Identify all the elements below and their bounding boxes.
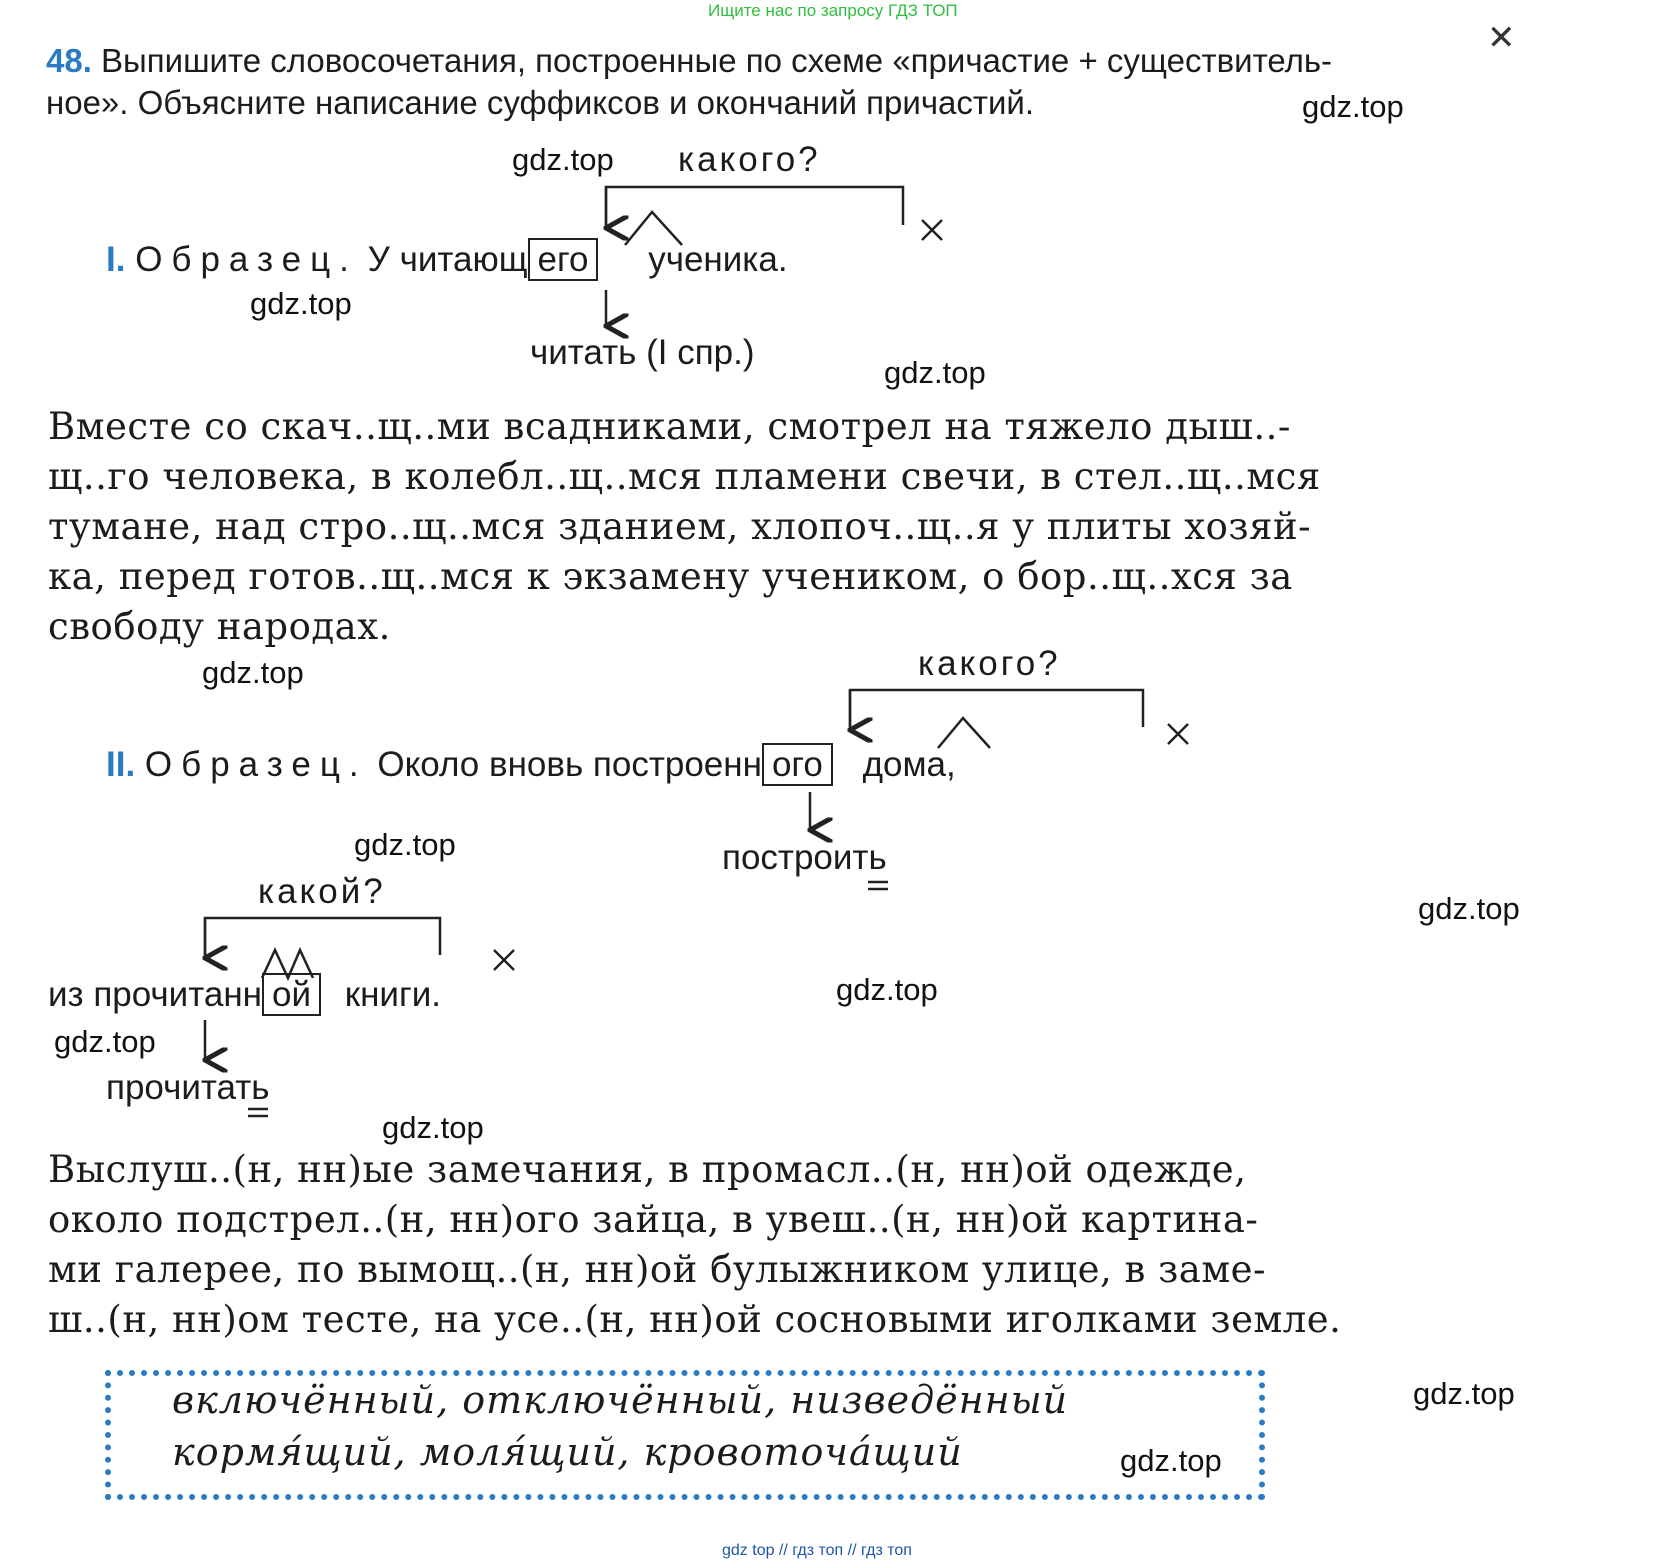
watermark: gdz.top xyxy=(54,1024,156,1059)
note-line-1: включённый, отключённый, низведённый xyxy=(172,1378,1069,1422)
sample3-suffix-caret xyxy=(262,950,313,978)
exercise-number: 48. xyxy=(46,42,92,79)
note-line-2: кормя́щий, моля́щий, кровоточа́щий xyxy=(172,1430,963,1474)
sample3-ending: ой xyxy=(262,973,321,1016)
sample2-before: Около вновь построенн xyxy=(377,745,762,784)
task-line-1: Выпишите словосочетания, построенные по схеме «причастие + существитель- xyxy=(101,42,1333,79)
watermark: gdz.top xyxy=(1120,1443,1222,1478)
sample2-bracket xyxy=(850,690,1143,727)
watermark: gdz.top xyxy=(836,972,938,1007)
task-line-2: ное». Объясните написание суффиксов и окончаний причастий. xyxy=(46,84,1035,121)
sample3-infinitive: прочитать xyxy=(106,1068,270,1107)
text2-line: около подстрел..(н, нн)ого зайца, в увеш..(н, нн)ой картина- xyxy=(48,1198,1259,1241)
sample1-roman: I. xyxy=(106,240,126,279)
sample2-ending: ого xyxy=(762,743,833,786)
watermark: gdz.top xyxy=(354,827,456,862)
watermark: gdz.top xyxy=(382,1110,484,1145)
text2-line: Выслуш..(н, нн)ые замечания, в промасл..(н, нн)ой одежде, xyxy=(48,1148,1247,1191)
sample1-noun: ученика. xyxy=(648,240,788,279)
footer-watermark: gdz top // гдз топ // гдз топ xyxy=(722,1542,912,1559)
sample2-noun: дома, xyxy=(862,745,956,784)
top-banner: Ищите нас по запросу ГДЗ ТОП xyxy=(708,1,958,20)
sample2-roman: II. xyxy=(106,745,136,784)
sample3-noun: книги. xyxy=(344,975,441,1014)
watermark: gdz.top xyxy=(1418,891,1520,926)
sample1-question: какого? xyxy=(678,140,821,179)
sample1-bracket xyxy=(606,187,903,225)
sample2-cross xyxy=(1168,724,1188,744)
sample1-before: У читающ xyxy=(367,240,528,279)
sample3-cross xyxy=(494,950,514,970)
watermark: gdz.top xyxy=(250,286,352,321)
sample2-question: какого? xyxy=(918,644,1061,683)
sample3-bracket xyxy=(205,918,440,955)
watermark: gdz.top xyxy=(202,655,304,690)
text2-line: ш..(н, нн)ом тесте, на усе..(н, нн)ой сосновыми иголками земле. xyxy=(48,1298,1342,1341)
watermark: gdz.top xyxy=(884,355,986,390)
close-icon[interactable]: ✕ xyxy=(1487,19,1516,57)
sample1-label: Образец. xyxy=(135,240,358,279)
text1-line: тумане, над стро..щ..мся зданием, хлопоч..щ..я у плиты хозяй- xyxy=(48,505,1312,548)
text1-line: Вместе со скач..щ..ми всадниками, смотрел на тяжело дыш..- xyxy=(48,405,1291,448)
watermark: gdz.top xyxy=(1413,1376,1515,1411)
sample3-question: какой? xyxy=(258,872,386,911)
sample2-suffix-caret xyxy=(938,718,990,748)
sample3-before: из прочитанн xyxy=(48,975,262,1014)
text1-line: свободу народах. xyxy=(48,605,391,648)
watermark: gdz.top xyxy=(512,142,614,177)
text1-line: ка, перед готов..щ..мся к экзамену учеником, о бор..щ..хся за xyxy=(48,555,1293,598)
sample1-infinitive: читать (I спр.) xyxy=(530,333,755,372)
sample1-suffix-caret xyxy=(625,212,682,245)
sample2-label: Образец. xyxy=(144,745,368,784)
text2-line: ми галерее, по вымощ..(н, нн)ой булыжником улице, в заме- xyxy=(48,1248,1267,1291)
sample2-infinitive: построить xyxy=(722,838,887,877)
text1-line: щ..го человека, в колебл..щ..мся пламени свечи, в стел..щ..мся xyxy=(48,455,1321,498)
watermark: gdz.top xyxy=(1302,89,1404,124)
sample1-cross xyxy=(922,220,942,240)
sample1-ending: его xyxy=(528,238,599,281)
